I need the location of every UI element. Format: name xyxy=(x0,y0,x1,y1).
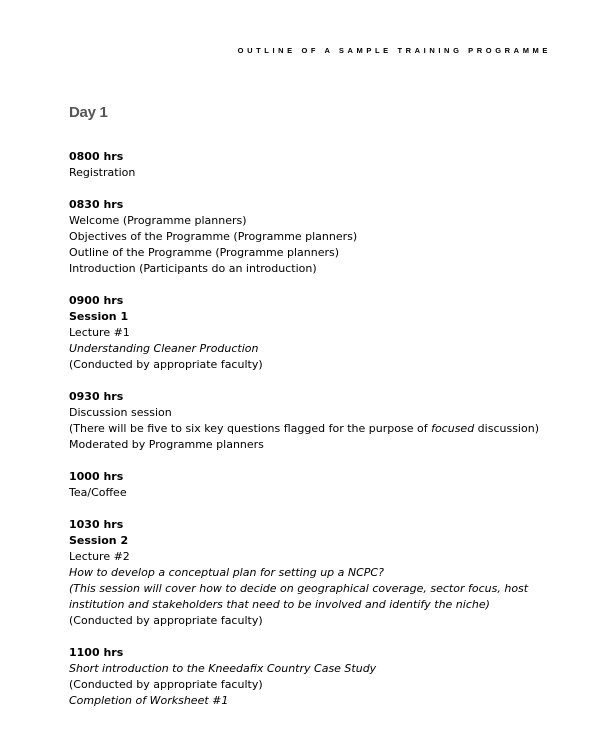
agenda-item: Objectives of the Programme (Programme planners) xyxy=(69,230,358,243)
discussion-note xyxy=(69,421,589,437)
agenda-item: Introduction (Participants do an introduction) xyxy=(69,262,317,275)
faculty-note: (Conducted by appropriate faculty) xyxy=(69,614,263,627)
session-description-line-2: institution and stakeholders that need to be involved and identify the niche) xyxy=(69,598,490,611)
schedule-block-0930 xyxy=(69,389,589,453)
case-study-topic: Short introduction to the Kneedafix Country Case Study xyxy=(69,662,377,675)
time-label: 1000 hrs xyxy=(69,470,124,483)
session-label: Session 2 xyxy=(69,534,129,547)
schedule-block-0900 xyxy=(69,293,589,373)
schedule-block-1030 xyxy=(69,517,589,629)
agenda-item: Registration xyxy=(69,166,136,179)
schedule-block-1000 xyxy=(69,469,589,501)
lecture-label: Lecture #2 xyxy=(69,550,130,563)
time-label: 0900 hrs xyxy=(69,294,124,307)
agenda-item: Tea/Coffee xyxy=(69,486,127,499)
time-label: 1100 hrs xyxy=(69,646,124,659)
schedule-block-0830 xyxy=(69,197,589,277)
document-header-title: OUTLINE OF A SAMPLE TRAINING PROGRAMME xyxy=(237,46,551,55)
lecture-topic: Understanding Cleaner Production xyxy=(69,342,259,355)
faculty-note: (Conducted by appropriate faculty) xyxy=(69,678,263,691)
discussion-note-suffix: discussion) xyxy=(474,422,539,435)
discussion-note-prefix: (There will be five to six key questions flagged for the purpose of xyxy=(69,422,432,435)
discussion-note-emphasis: focused xyxy=(431,422,475,435)
session-label: Session 1 xyxy=(69,310,129,323)
schedule-block-0800 xyxy=(69,149,589,181)
lecture-label: Lecture #1 xyxy=(69,326,130,339)
time-label: 0800 hrs xyxy=(69,150,124,163)
agenda-item: Welcome (Programme planners) xyxy=(69,214,247,227)
time-label: 0930 hrs xyxy=(69,390,124,403)
faculty-note: (Conducted by appropriate faculty) xyxy=(69,358,263,371)
schedule xyxy=(69,149,589,725)
session-description-line-1: (This session will cover how to decide on geographical coverage, sector focus, host xyxy=(69,582,529,595)
worksheet-activity: Completion of Worksheet #1 xyxy=(69,694,229,707)
session-title: Discussion session xyxy=(69,406,172,419)
moderator-note: Moderated by Programme planners xyxy=(69,438,264,451)
day-heading: Day 1 xyxy=(69,104,108,121)
agenda-item: Outline of the Programme (Programme planners) xyxy=(69,246,340,259)
lecture-topic: How to develop a conceptual plan for setting up a NCPC? xyxy=(69,566,384,579)
time-label: 0830 hrs xyxy=(69,198,124,211)
schedule-block-1100 xyxy=(69,645,589,709)
time-label: 1030 hrs xyxy=(69,518,124,531)
